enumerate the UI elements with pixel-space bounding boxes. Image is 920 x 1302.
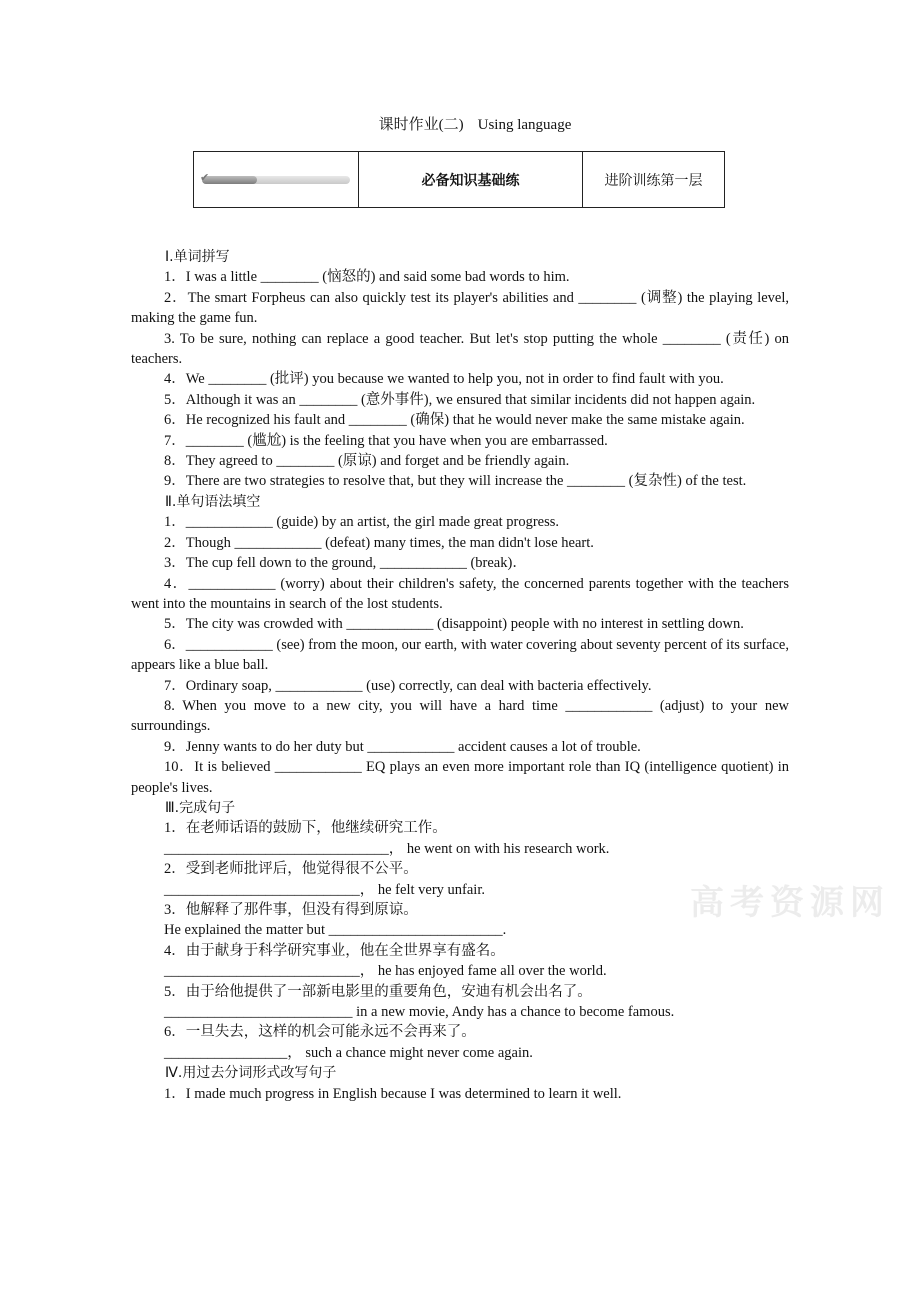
chinese-prompt: 1．在老师话语的鼓励下，他继续研究工作。 bbox=[164, 820, 447, 837]
question-item: 9．There are two strategies to resolve that, but they will increase the ________ (复杂性) of the test. bbox=[164, 473, 747, 490]
progress-bar-graphic bbox=[200, 170, 350, 184]
question-item: 2．The smart Forpheus can also quickly test its player's abilities and ________ (调整) the playing level, making the game fun. bbox=[131, 289, 789, 327]
question-item: 2．Though ____________ (defeat) many times, the man didn't lose heart. bbox=[164, 534, 594, 551]
question-item: 1．____________ (guide) by an artist, the girl made great progress. bbox=[164, 514, 560, 531]
progress-cell bbox=[194, 152, 359, 207]
question-item: 5．The city was crowded with ____________ (disappoint) people with no interest in settling down. bbox=[164, 616, 744, 633]
answer-line: __________________________ in a new movie, Andy has a chance to become famous. bbox=[164, 1004, 675, 1021]
answer-line: ___________________________， he felt very unfair. bbox=[164, 881, 485, 898]
question-item: 1．I was a little ________ (恼怒的) and said some bad words to him. bbox=[164, 269, 570, 286]
question-item: 7．________ (尴尬) is the feeling that you have when you are embarrassed. bbox=[164, 432, 608, 449]
page-title bbox=[0, 113, 920, 134]
title-english: Using language bbox=[477, 117, 572, 133]
section-heading-3: Ⅲ.完成句子 bbox=[165, 799, 236, 816]
question-item: 9．Jenny wants to do her duty but ____________ accident causes a lot of trouble. bbox=[164, 738, 641, 755]
question-item: 8. When you move to a new city, you will have a hard time ____________ (adjust) to your new surroundings. bbox=[131, 697, 789, 735]
answer-line: _________________， such a chance might never come again. bbox=[164, 1044, 533, 1061]
question-item: 4．We ________ (批评) you because we wanted to help you, not in order to find fault with you. bbox=[164, 371, 724, 388]
question-item: 6．____________ (see) from the moon, our earth, with water covering about seventy percent of its surface, appears like a blue ball. bbox=[131, 636, 789, 674]
section-heading-4: Ⅳ.用过去分词形式改写句子 bbox=[165, 1065, 337, 1082]
question-item: 6．He recognized his fault and ________ (确保) that he would never make the same mistake again. bbox=[164, 412, 745, 429]
question-item: 3. To be sure, nothing can replace a good teacher. But let's stop putting the whole ________ (责任) on teachers. bbox=[131, 330, 789, 368]
question-item: 7．Ordinary soap, ____________ (use) correctly, can deal with bacteria effectively. bbox=[164, 677, 652, 694]
header-table bbox=[193, 151, 725, 208]
title-chinese: 课时作业(二) bbox=[378, 117, 464, 133]
question-item: 1．I made much progress in English because I was determined to learn it well. bbox=[164, 1085, 622, 1102]
question-item: 10．It is believed ____________ EQ plays an even more important role than IQ (intelligence quotient) in people's lives. bbox=[131, 759, 789, 796]
exercise-content bbox=[131, 247, 789, 1104]
progress-bar-fill bbox=[202, 176, 257, 184]
chinese-prompt: 5．由于给他提供了一部新电影里的重要角色，安迪有机会出名了。 bbox=[164, 983, 592, 1000]
section-level-label: 必备知识基础练 bbox=[359, 152, 583, 207]
section-heading-2: Ⅱ.单句语法填空 bbox=[165, 493, 261, 510]
chinese-prompt: 2．受到老师批评后，他觉得很不公平。 bbox=[164, 861, 418, 878]
training-level-label: 进阶训练第一层 bbox=[604, 172, 703, 189]
chinese-prompt: 6．一旦失去，这样的机会可能永远不会再来了。 bbox=[164, 1024, 476, 1041]
answer-line: ___________________________， he has enjoyed fame all over the world. bbox=[164, 963, 607, 980]
question-item: 4．____________ (worry) about their children's safety, the concerned parents together with the teachers went into the mountains in search of the lost students. bbox=[131, 575, 789, 612]
question-item: 8．They agreed to ________ (原谅) and forget and be friendly again. bbox=[164, 453, 570, 470]
answer-line: He explained the matter but ________________________. bbox=[164, 922, 507, 939]
check-icon: ✔ bbox=[200, 170, 210, 184]
question-item: 3．The cup fell down to the ground, ____________ (break)． bbox=[164, 555, 527, 572]
section-heading-1: Ⅰ.单词拼写 bbox=[165, 249, 230, 265]
chinese-prompt: 4．由于献身于科学研究事业，他在全世界享有盛名。 bbox=[164, 942, 505, 959]
answer-line: _______________________________， he went on with his research work. bbox=[164, 840, 610, 857]
watermark: 高考资源网 bbox=[690, 883, 890, 923]
chinese-prompt: 3．他解释了那件事，但没有得到原谅。 bbox=[164, 902, 418, 918]
question-item: 5．Although it was an ________ (意外事件), we ensured that similar incidents did not happen again. bbox=[164, 391, 756, 408]
